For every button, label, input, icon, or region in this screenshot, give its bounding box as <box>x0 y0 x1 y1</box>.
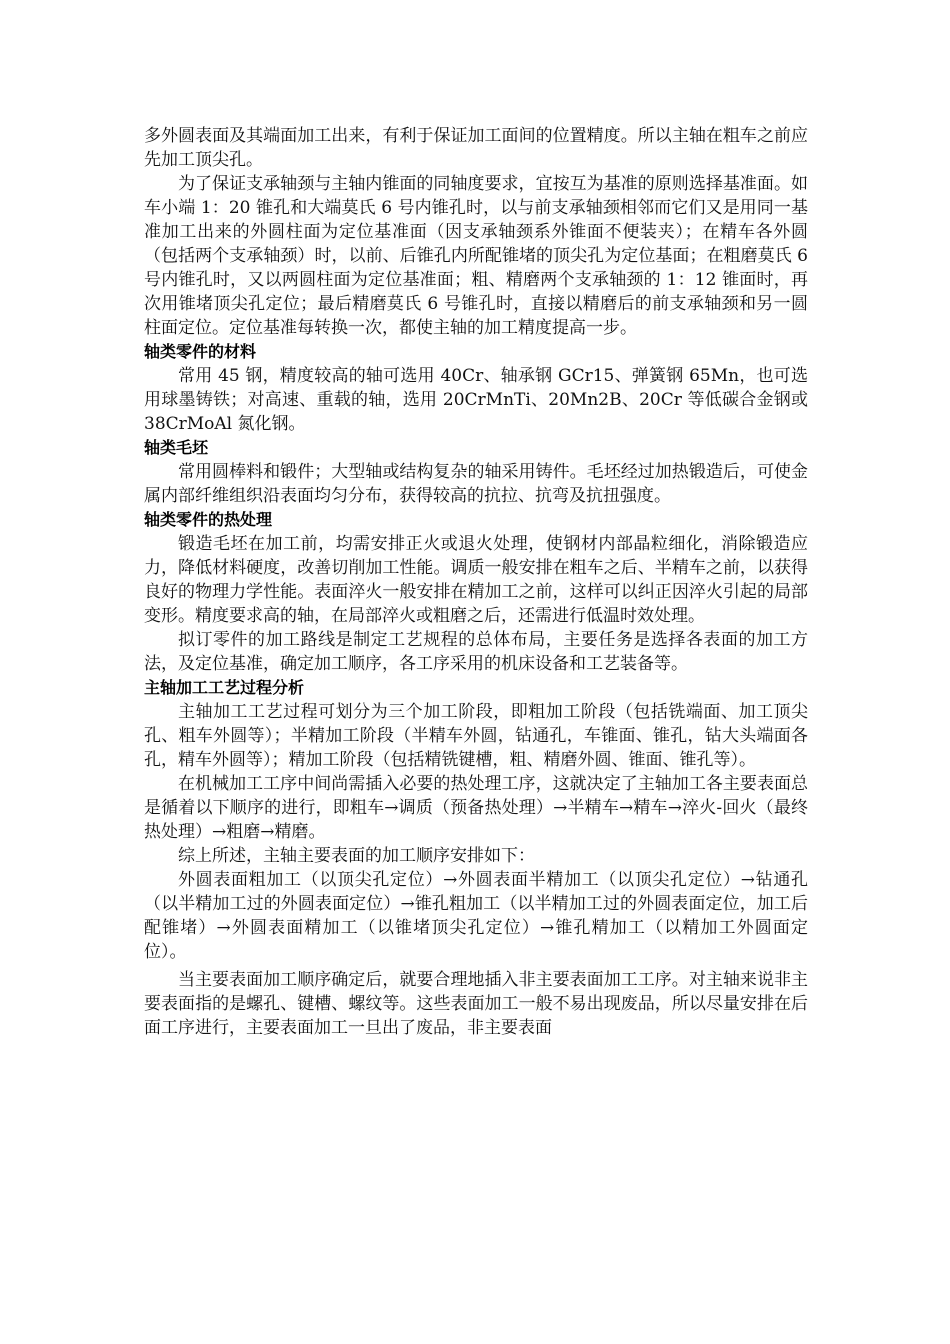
document-page <box>144 124 808 1040</box>
paragraph: 多外圆表面及其端面加工出来，有利于保证加工面间的位置精度。所以主轴在粗车之前应先加工顶尖孔。 <box>144 126 808 170</box>
paragraph: 锻造毛坯在加工前，均需安排正火或退火处理，使钢材内部晶粒细化，消除锻造应力，降低材料硬度，改善切削加工性能。调质一般安排在粗车之后、半精车之前，以获得良好的物理力学性能。表面淬火一般安排在精加工之前，这样可以纠正因淬火引起的局部变形。精度要求高的轴，在局部淬火或粗磨之后，还需进行低温时效处理。 <box>144 534 808 626</box>
paragraph: 外圆表面粗加工（以顶尖孔定位）→外圆表面半精加工（以顶尖孔定位）→钻通孔（以半精加工过的外圆表面定位）→锥孔粗加工（以半精加工过的外圆表面定位，加工后配锥堵）→外圆表面精加工（以锥堵顶尖孔定位）→锥孔精加工（以精加工外圆面定位）。 <box>144 870 808 962</box>
section-heading: 轴类毛坯 <box>144 438 209 457</box>
paragraph: 为了保证支承轴颈与主轴内锥面的同轴度要求，宜按互为基准的原则选择基准面。如车小端 1：20 锥孔和大端莫氏 6 号内锥孔时，以与前支承轴颈相邻而它们又是用同一基准加工出来的外圆柱面为定位基准面（因支承轴颈系外锥面不便装夹）；在精车各外圆（包括两个支承轴颈）时，以前、后锥孔内所配锥堵的顶尖孔为定位基面；在粗磨莫氏 6 号内锥孔时，又以两圆柱面为定位基准面；粗、精磨两个支承轴颈的 1：12 锥面时，再次用锥堵顶尖孔定位；最后精磨莫氏 6 号锥孔时，直接以精磨后的前支承轴颈和另一圆柱面定位。定位基准每转换一次，都使主轴的加工精度提高一步。 <box>144 174 808 338</box>
paragraph: 在机械加工工序中间尚需插入必要的热处理工序，这就决定了主轴加工各主要表面总是循着以下顺序的进行，即粗车→调质（预备热处理）→半精车→精车→淬火-回火（最终热处理）→粗磨→精磨。 <box>144 774 808 842</box>
section-heading: 主轴加工工艺过程分析 <box>144 678 305 697</box>
paragraph: 常用圆棒料和锻件；大型轴或结构复杂的轴采用铸件。毛坯经过加热锻造后，可使金属内部纤维组织沿表面均匀分布，获得较高的抗拉、抗弯及抗扭强度。 <box>144 462 808 506</box>
paragraph: 当主要表面加工顺序确定后，就要合理地插入非主要表面加工工序。对主轴来说非主要表面指的是螺孔、键槽、螺纹等。这些表面加工一般不易出现废品，所以尽量安排在后面工序进行，主要表面加工一旦出了废品，非主要表面 <box>144 970 808 1038</box>
paragraph: 主轴加工工艺过程可划分为三个加工阶段，即粗加工阶段（包括铣端面、加工顶尖孔、粗车外圆等）；半精加工阶段（半精车外圆，钻通孔，车锥面、锥孔，钻大头端面各孔，精车外圆等）；精加工阶段（包括精铣键槽，粗、精磨外圆、锥面、锥孔等）。 <box>144 702 808 770</box>
paragraph: 拟订零件的加工路线是制定工艺规程的总体布局，主要任务是选择各表面的加工方法，及定位基准，确定加工顺序，各工序采用的机床设备和工艺装备等。 <box>144 630 808 674</box>
section-heading: 轴类零件的材料 <box>144 342 257 361</box>
paragraph: 综上所述，主轴主要表面的加工顺序安排如下： <box>178 846 535 866</box>
paragraph: 常用 45 钢，精度较高的轴可选用 40Cr、轴承钢 GCr15、弹簧钢 65Mn，也可选用球墨铸铁；对高速、重载的轴，选用 20CrMnTi、20Mn2B、20Cr 等低碳合金钢或 38CrMoAl 氮化钢。 <box>144 366 808 434</box>
section-heading: 轴类零件的热处理 <box>144 510 273 529</box>
